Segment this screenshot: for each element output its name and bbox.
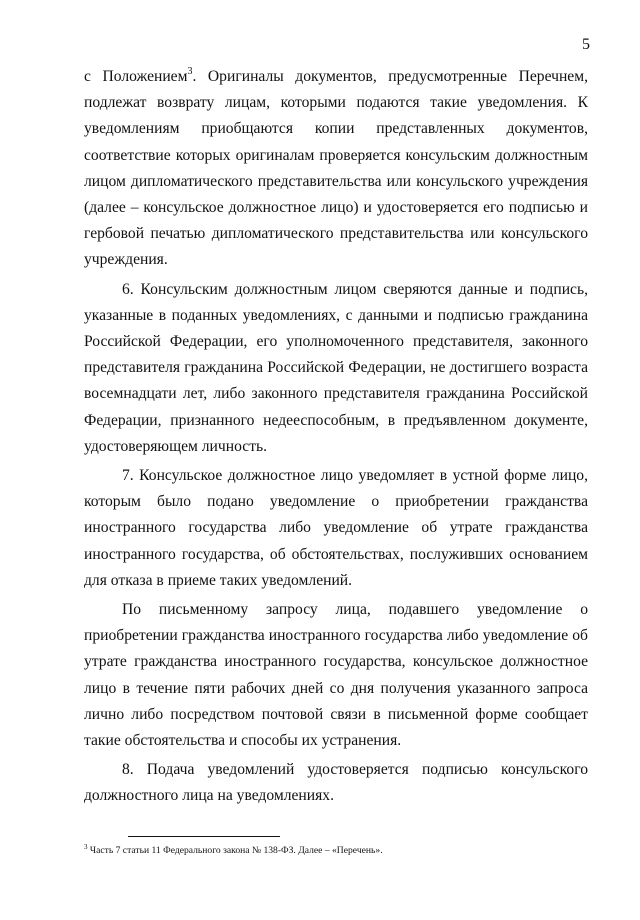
page-number: 5 [582, 36, 590, 53]
paragraph-text: . Оригиналы документов, предусмотренные Перечнем, подлежат возврату лицам, которыми подаются такие уведомления. К уведомлениям приобщаются копии представленных документов, соответствие которых оригиналам проверяется консульским должностным лицом дипломатического представительства или консульского учреждения (далее – консульское должностное лицо) и удостоверяется его подписью и гербовой печатью дипломатического представительства или консульского учреждения. [84, 68, 588, 269]
paragraph-7: 7. Консульское должностное лицо уведомляет в устной форме лицо, которым было подано уведомление о приобретении гражданства иностранного государства либо уведомление об утрате гражданства иностранного государства, об обстоятельствах, послуживших основанием для отказа в приеме таких уведомлений. [84, 467, 588, 589]
footnote-separator [128, 836, 280, 837]
footnote [84, 845, 588, 856]
paragraph-continuation [84, 64, 588, 274]
footnote-mark: 3 [84, 843, 88, 851]
paragraph-6: 6. Консульским должностным лицом сверяются данные и подпись, указанные в поданных уведомлениях, с данными и подписью гражданина Российской Федерации, его уполномоченного представителя, законного представителя гражданина Российской Федерации, не достигшего возраста восемнадцати лет, либо законного представителя гражданина Российской Федерации, признанного недееспособным, в предъявленном документе, удостоверяющем личность. [84, 280, 588, 455]
footnote-text: Часть 7 статьи 11 Федерального закона № 138-ФЗ. Далее – «Перечень». [87, 845, 383, 856]
document-body [84, 64, 588, 813]
paragraph-8: 8. Подача уведомлений удостоверяется подписью консульского должностного лица на уведомлениях. [84, 761, 588, 805]
paragraph-text: с Положением [84, 68, 188, 85]
footnote-reference: 3 [187, 66, 193, 77]
paragraph-7-continued: По письменному запросу лица, подавшего уведомление о приобретении гражданства иностранного государства либо уведомление об утрате гражданства иностранного государства, консульское должностное лицо в течение пяти рабочих дней со дня получения указанного запроса лично либо посредством почтовой связи в письменной форме сообщает такие обстоятельства и способы их устранения. [84, 601, 588, 750]
